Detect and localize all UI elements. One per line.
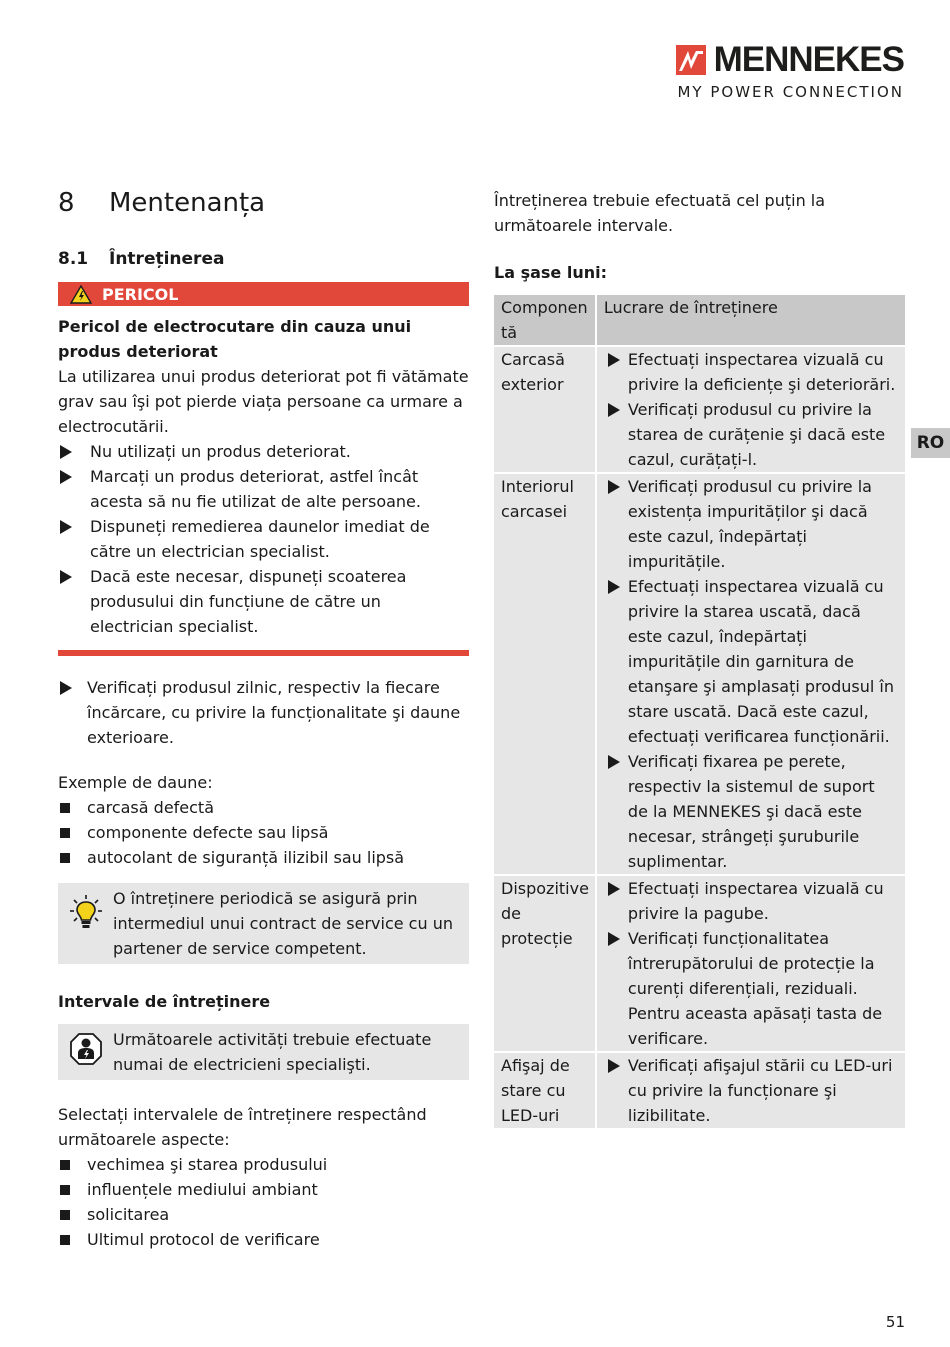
left-column (58, 185, 469, 1252)
list-item: solicitarea (58, 1202, 469, 1227)
daily-check-list (58, 675, 469, 750)
tip-note (58, 883, 469, 964)
danger-end-rule (58, 650, 469, 656)
tip-note-text: O întreținere periodică se asigură prin intermediul unui contract de service cu un partener de service competent. (113, 889, 453, 958)
square-bullet-icon (60, 1235, 70, 1245)
arrow-right-icon (608, 403, 620, 417)
list-item: Verificați produsul cu privire la existența impurităților şi dacă este cazul, îndepărtați impuritățile. (605, 474, 897, 574)
list-item: Verificați produsul zilnic, respectiv la fiecare încărcare, cu privire la funcționalitate şi daune exterioare. (58, 675, 469, 750)
arrow-right-icon (608, 580, 620, 594)
electrician-note (58, 1024, 469, 1080)
component-cell: Carcasă exterior (494, 347, 597, 474)
arrow-right-icon (608, 480, 620, 494)
intervals-intro: Selectați intervalele de întreținere respectând următoarele aspecte: (58, 1105, 427, 1149)
list-item: Efectuați inspectarea vizuală cu privire la starea uscată, dacă este cazul, îndepărtați impuritățile din garnitura de etanşare şi amplasați produsul în stare uscată. Dacă este cazul, efectuați verificarea funcționării. (605, 574, 897, 749)
list-item: vechimea şi starea produsului (58, 1152, 469, 1177)
danger-title: Pericol de electrocutare din cauza unui produs deteriorat (58, 317, 412, 361)
arrow-right-icon (60, 570, 72, 584)
warning-triangle-icon (70, 285, 92, 304)
table-row (494, 474, 905, 876)
square-bullet-icon (60, 853, 70, 863)
arrow-right-icon (608, 882, 620, 896)
component-cell: Interiorul carcasei (494, 474, 597, 876)
danger-banner (58, 282, 469, 306)
examples-list (58, 795, 469, 870)
right-column (494, 188, 905, 1130)
column-header-task: Lucrare de întreținere (597, 295, 905, 347)
section-number: 8 (58, 188, 75, 218)
column-header-component: Componen tă (494, 295, 597, 347)
list-item: influențele mediului ambiant (58, 1177, 469, 1202)
list-item: carcasă defectă (58, 795, 469, 820)
task-cell (597, 876, 905, 1053)
intervals-list (58, 1152, 469, 1252)
language-tab: RO (911, 428, 950, 458)
arrow-right-icon (608, 1059, 620, 1073)
section-title: Mentenanța (109, 188, 266, 218)
table-header-row (494, 295, 905, 347)
arrow-right-icon (60, 681, 72, 695)
page-number: 51 (885, 1313, 905, 1331)
intervals-heading: Intervale de întreținere (58, 992, 271, 1011)
square-bullet-icon (60, 1185, 70, 1195)
section-heading (58, 185, 469, 221)
list-item: Dispuneți remedierea daunelor imediat de către un electrician specialist. (58, 514, 469, 564)
list-item: Efectuați inspectarea vizuală cu privire la pagube. (605, 876, 897, 926)
mennekes-logo-icon (676, 45, 706, 75)
electrician-note-text: Următoarele activități trebuie efectuate numai de electricieni specialişti. (113, 1030, 432, 1074)
arrow-right-icon (60, 470, 72, 484)
component-cell: Dispozitive de protecție (494, 876, 597, 1053)
table-row (494, 1053, 905, 1130)
danger-text: La utilizarea unui produs deteriorat pot fi vătămate grav sau îşi pot pierde viața persoane ca urmare a electrocutării. (58, 367, 469, 436)
list-item: Nu utilizați un produs deteriorat. (58, 439, 469, 464)
electrician-icon (64, 1027, 108, 1077)
arrow-right-icon (60, 520, 72, 534)
brand-logo (674, 42, 904, 104)
list-item: Ultimul protocol de verificare (58, 1227, 469, 1252)
maintenance-table (494, 295, 905, 1130)
list-item: Verificați funcționalitatea întrerupătorului de protecție la curenți diferențiali, reziduali. Pentru aceasta apăsați tasta de verificare. (605, 926, 897, 1051)
arrow-right-icon (60, 445, 72, 459)
arrow-right-icon (608, 755, 620, 769)
table-row (494, 876, 905, 1053)
task-cell (597, 347, 905, 474)
danger-list (58, 439, 469, 639)
arrow-right-icon (608, 932, 620, 946)
list-item: Verificați fixarea pe perete, respectiv la sistemul de suport de la MENNEKES şi dacă este necesar, strângeți şuruburile suplimentar. (605, 749, 897, 874)
square-bullet-icon (60, 1160, 70, 1170)
brand-tagline: MY POWER CONNECTION (677, 83, 904, 101)
lightbulb-icon (64, 886, 108, 961)
brand-name: MENNEKES (713, 40, 904, 79)
list-item: Dacă este necesar, dispuneți scoaterea produsului din funcțiune de către un electrician specialist. (58, 564, 469, 639)
subsection-number: 8.1 (58, 249, 89, 269)
list-item: Marcați un produs deteriorat, astfel încât acesta să nu fie utilizat de alte persoane. (58, 464, 469, 514)
examples-intro: Exemple de daune: (58, 773, 213, 792)
list-item: Efectuați inspectarea vizuală cu privire la deficiențe şi deteriorări. (605, 347, 897, 397)
list-item: Verificați produsul cu privire la starea de curățenie şi dacă este cazul, curățați-l. (605, 397, 897, 472)
danger-label: PERICOL (102, 284, 179, 304)
arrow-right-icon (608, 353, 620, 367)
period-heading: La şase luni: (494, 263, 607, 282)
square-bullet-icon (60, 828, 70, 838)
square-bullet-icon (60, 803, 70, 813)
subsection-heading (58, 247, 469, 272)
table-row (494, 347, 905, 474)
subsection-title: Întreținerea (109, 249, 225, 269)
square-bullet-icon (60, 1210, 70, 1220)
component-cell: Afişaj de stare cu LED-uri (494, 1053, 597, 1130)
right-intro: Întreținerea trebuie efectuată cel puțin la următoarele intervale. (494, 191, 826, 235)
list-item: componente defecte sau lipsă (58, 820, 469, 845)
list-item: Verificați afişajul stării cu LED-uri cu privire la funcționare şi lizibilitate. (605, 1053, 897, 1128)
task-cell (597, 474, 905, 876)
task-cell (597, 1053, 905, 1130)
list-item: autocolant de siguranță ilizibil sau lipsă (58, 845, 469, 870)
